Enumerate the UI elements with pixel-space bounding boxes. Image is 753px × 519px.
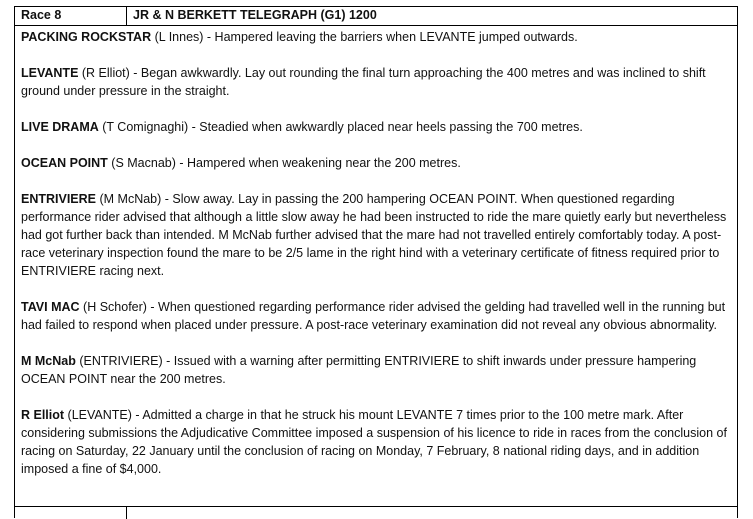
entry-rider: (L Innes) bbox=[151, 30, 204, 44]
report-body bbox=[15, 26, 737, 507]
entry-text: - Issued with a warning after permitting ENTRIVIERE to shift inwards under pressure hampering OCEAN POINT near the 200 metres. bbox=[21, 354, 697, 386]
entry-rider: (T Comignaghi) bbox=[98, 120, 189, 134]
report-entry bbox=[21, 298, 731, 334]
entry-text: - Hampered leaving the barriers when LEVANTE jumped outwards. bbox=[203, 30, 578, 44]
entry-rider: (M McNab) bbox=[96, 192, 162, 206]
entry-rider: (R Elliot) bbox=[78, 66, 130, 80]
report-entry bbox=[21, 118, 731, 136]
report-entry bbox=[21, 190, 731, 280]
report-entry bbox=[21, 154, 731, 172]
report-entry bbox=[21, 352, 731, 388]
report-entry bbox=[21, 406, 731, 478]
entry-text: - Began awkwardly. Lay out rounding the final turn approaching the 400 metres and was inclined to shift ground under pressure in the straight. bbox=[21, 66, 706, 98]
entry-name: OCEAN POINT bbox=[21, 156, 108, 170]
entry-name: LIVE DRAMA bbox=[21, 120, 99, 134]
race-title: JR & N BERKETT TELEGRAPH (G1) 1200 bbox=[133, 8, 377, 22]
entry-name: PACKING ROCKSTAR bbox=[21, 30, 152, 44]
next-race-row bbox=[15, 507, 737, 519]
entry-text: - Admitted a charge in that he struck his mount LEVANTE 7 times prior to the 100 metre mark. After considering submissions the Adjudicative Committee imposed a suspension of his licence to ride in races from the conclusion of racing on Saturday, 22 January until the conclusion of racing on Monday, 7 February, 8 national riding days, and in addition imposed a fine of $4,000. bbox=[21, 408, 727, 476]
race-header-row bbox=[15, 6, 737, 26]
entry-text: - Hampered when weakening near the 200 metres. bbox=[175, 156, 461, 170]
entry-rider: (LEVANTE) bbox=[64, 408, 132, 422]
entry-text: - Steadied when awkwardly placed near heels passing the 700 metres. bbox=[188, 120, 583, 134]
race-number: Race 8 bbox=[15, 7, 127, 25]
entry-name: ENTRIVIERE bbox=[21, 192, 97, 206]
entry-name: LEVANTE bbox=[21, 66, 79, 80]
report-entry bbox=[21, 28, 731, 46]
entry-name: M McNab bbox=[21, 354, 76, 368]
entry-text: - Slow away. Lay in passing the 200 hampering OCEAN POINT. When questioned regarding performance rider advised that although a little slow away he had been instructed to ride the mare quietly early but nevertheless had got further back than intended. M McNab further advised that the mare had not travelled entirely comfortably today. A post-race veterinary inspection found the mare to be 2/5 lame in the right hind with a veterinary certificate of fitness required prior to ENTRIVIERE racing next. bbox=[21, 192, 727, 278]
report-entry bbox=[21, 64, 731, 100]
entry-rider: (S Macnab) bbox=[107, 156, 176, 170]
next-race-cell bbox=[15, 507, 127, 519]
entry-rider: (ENTRIVIERE) bbox=[75, 354, 163, 368]
entry-rider: (H Schofer) bbox=[79, 300, 147, 314]
entry-name: TAVI MAC bbox=[21, 300, 80, 314]
stewards-report-table bbox=[14, 6, 738, 518]
entry-name: R Elliot bbox=[21, 408, 65, 422]
entry-text: - When questioned regarding performance rider advised the gelding had travelled well in the running but had failed to respond when placed under pressure. A post-race veterinary examination did not reveal any obvious abnormality. bbox=[21, 300, 726, 332]
